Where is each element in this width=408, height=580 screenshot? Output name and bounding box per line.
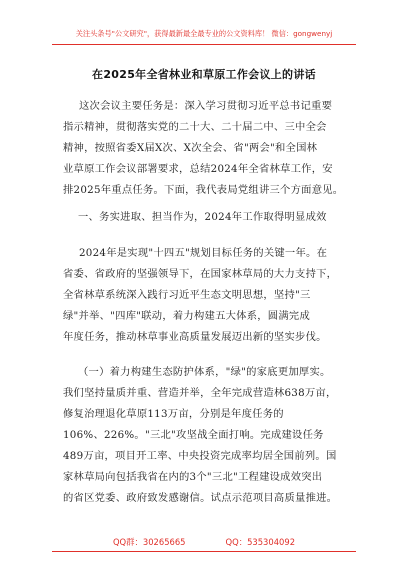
body-line: 2024年是实现"十四五"规划目标任务的关键一年。在 [79, 247, 328, 259]
header-banner: 关注头条号"公文研究"，获得最新最全最专业的公文资料库！ 微信：gongwenyj [75, 29, 333, 38]
qq-number: QQ：535304092 [225, 537, 296, 547]
qq-group-number: QQ群：30265665 [112, 537, 186, 547]
document-title: 在2025年全省林业和草原工作会议上的讲话 [92, 68, 316, 81]
body-line: 绿"并举、"四库"联动，着力构建五大体系，圆满完成 [63, 310, 310, 322]
body-line: 这次会议主要任务是：深入学习贯彻习近平总书记重要 [79, 100, 333, 112]
body-line: 精神，按照省委X届X次、X次全会、省"两会"和全国林 [63, 142, 318, 154]
body-line: 排2025年重点任务。下面，我代表局党组讲三个方面意见。 [63, 184, 344, 196]
body-line: 省委、省政府的坚强领导下，在国家林草局的大力支持下， [63, 268, 338, 280]
section-heading: 一、务实进取、担当作为，2024年工作取得明显成效 [78, 211, 327, 223]
body-line: 指示精神，贯彻落实党的二十大、二十届二中、三中全会 [63, 121, 327, 133]
footer-contact [0, 536, 408, 548]
body-line: 年度任务，推动林草事业高质量发展迈出新的坚实步伐。 [63, 331, 327, 343]
header-divider [52, 44, 356, 45]
body-line: 489万亩，项目开工率、中央投资完成率均居全国前列。国 [63, 450, 337, 462]
body-line: 106%、226%。"三北"攻坚战全面打响。完成建设任务 [63, 429, 324, 441]
body-line: 我们坚持量质并重、营造并举，全年完成营造林638万亩， [63, 387, 337, 399]
body-line: 全省林草系统深入践行习近平生态文明思想，坚持"三 [63, 289, 311, 301]
body-line: 修复治理退化草原113万亩，分别是年度任务的 [63, 408, 284, 420]
body-line: 业草原工作会议部署要求，总结2024年全省林草工作，安 [63, 163, 333, 175]
body-line: 家林草局向包括我省在内的3个"三北"工程建设成效突出 [63, 471, 323, 483]
footer-divider [52, 551, 356, 552]
subsection-heading: （一）着力构建生态防护体系，"绿"的家底更加厚实。 [78, 366, 331, 378]
body-line: 的省区党委、政府致发感谢信。试点示范项目高质量推进。 [63, 492, 338, 504]
